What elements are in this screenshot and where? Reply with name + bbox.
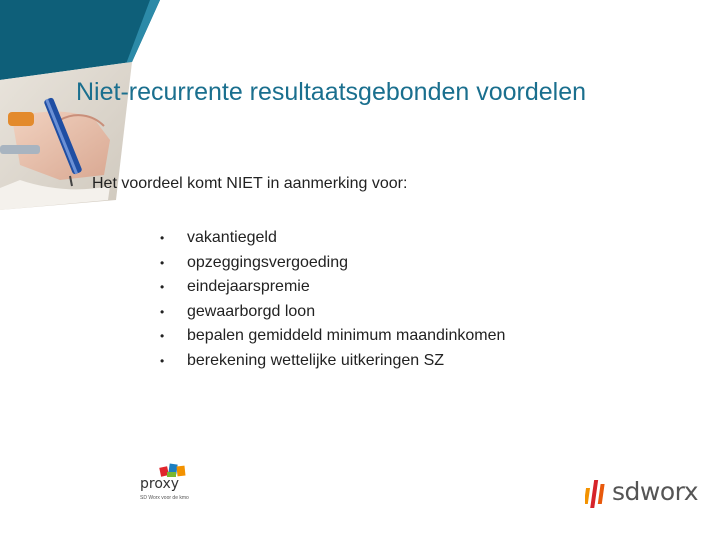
list-item xyxy=(160,251,505,276)
bullet-list xyxy=(160,226,505,374)
list-item-text: berekening wettelijke uitkeringen SZ xyxy=(187,351,445,369)
sdworx-logo-icon xyxy=(585,474,611,510)
proxy-logo xyxy=(138,462,208,506)
proxy-logo-tagline: SD Worx voor de kmo xyxy=(140,495,189,501)
list-item-text: eindejaarspremie xyxy=(187,278,310,296)
list-item xyxy=(160,226,505,251)
list-item-text: opzeggingsvergoeding xyxy=(187,253,349,271)
slide-title: Niet-recurrente resultaatsgebonden voordelen xyxy=(76,78,587,106)
bullet-icon: • xyxy=(160,280,165,295)
list-item xyxy=(160,349,505,374)
list-item xyxy=(160,324,505,349)
sdworx-logo-text: sdworx xyxy=(612,477,699,506)
intro-text: Het voordeel komt NIET in aanmerking voor: xyxy=(92,175,408,192)
list-item xyxy=(160,300,505,325)
list-item xyxy=(160,275,505,300)
list-item-text: gewaarborgd loon xyxy=(187,302,316,320)
sdworx-logo xyxy=(585,474,699,514)
bullet-icon: • xyxy=(160,304,165,319)
bullet-icon: • xyxy=(160,353,165,368)
bullet-icon: • xyxy=(160,329,165,344)
list-item-text: vakantiegeld xyxy=(187,229,277,246)
bullet-icon: • xyxy=(160,255,165,270)
bullet-icon: • xyxy=(160,231,165,245)
proxy-logo-text: proxy xyxy=(140,476,180,492)
list-item-text: bepalen gemiddeld minimum maandinkomen xyxy=(187,327,506,345)
